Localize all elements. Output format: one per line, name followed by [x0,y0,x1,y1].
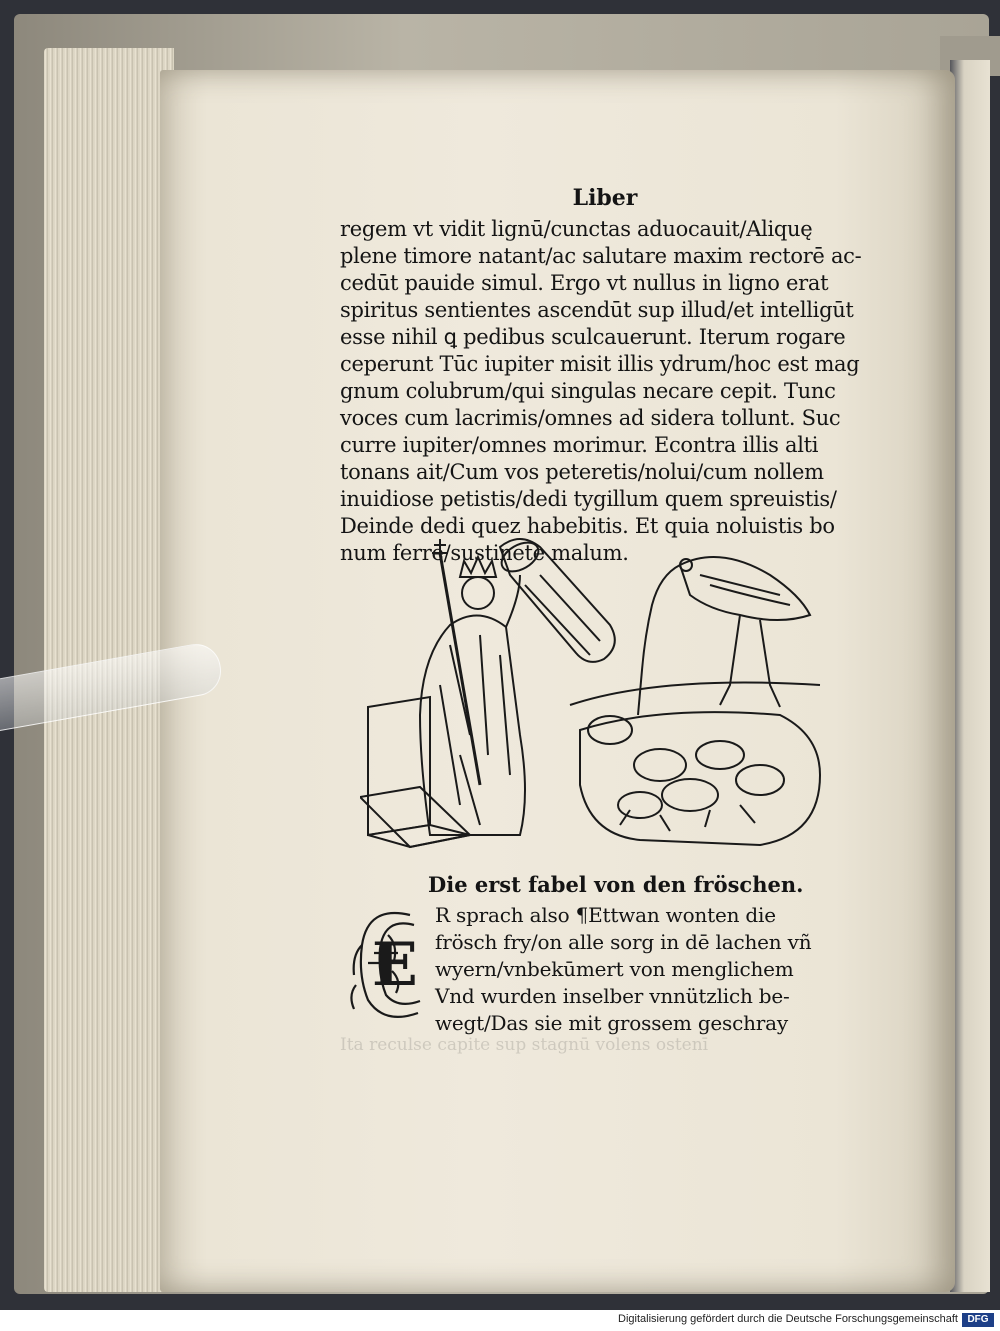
latin-line: cedūt pauide simul. Ergo vt nullus in ligno erat [340,271,829,295]
dfg-logo: DFG [962,1313,994,1327]
latin-line: inuidiose petistis/dedi tygillum quem spreuistis/ [340,487,837,511]
latin-line: regem vt vidit lignū/cunctas aduocauit/Aliquę [340,217,813,241]
svg-text:E: E [372,930,418,1000]
fable-heading: Die erst fabel von den fröschen. [428,872,804,897]
german-line: frösch fry/on alle sorg in dē lachen vñ [435,930,812,954]
latin-line: spiritus sentientes ascendūt sup illud/et intelligūt [340,298,854,322]
german-line: R sprach also ¶Ettwan wonten die [435,903,776,927]
latin-line: tonans ait/Cum vos peteretis/nolui/cum nollem [340,460,824,484]
frogs [588,716,784,831]
german-line: Vnd wurden inselber vnnützlich be- [435,984,790,1008]
latin-line: Deinde dedi quez habebitis. Et quia noluistis bo [340,514,835,538]
latin-line: esse nihil ꝗ pedibus sculcauerunt. Iterum rogare [340,325,846,349]
woodcut-illustration [360,535,830,860]
decorated-initial-letter [348,905,430,1025]
stork [638,557,810,715]
credit-footer [0,1310,1000,1331]
bleed-through-text: Ita reculse capite sup stagnū volens ostenī [340,1035,709,1055]
facing-page-edge [950,60,990,1292]
credit-text: Digitalisierung gefördert durch die Deutsche Forschungsgemeinschaft [618,1313,958,1325]
german-line: wegt/Das sie mit grossem geschray [435,1011,788,1035]
latin-line: ceperunt Tūc iupiter misit illis ydrum/hoc est mag [340,352,860,376]
latin-line: gnum colubrum/qui singulas necare cepit. Tunc [340,379,836,403]
king-jupiter-figure [420,539,525,835]
german-text-block [435,902,835,1037]
latin-line: plene timore natant/ac salutare maxim rectorē ac- [340,244,862,268]
latin-text-block [340,185,862,567]
wooden-log [497,537,615,662]
latin-line: voces cum lacrimis/omnes ad sidera tollunt. Suc [340,406,841,430]
german-line: wyern/vnbekūmert von menglichem [435,957,794,981]
latin-line: num ferre/sustinete malum. [340,541,629,565]
running-head: Liber [572,185,638,211]
latin-line: curre iupiter/omnes morimur. Econtra illis alti [340,433,819,457]
